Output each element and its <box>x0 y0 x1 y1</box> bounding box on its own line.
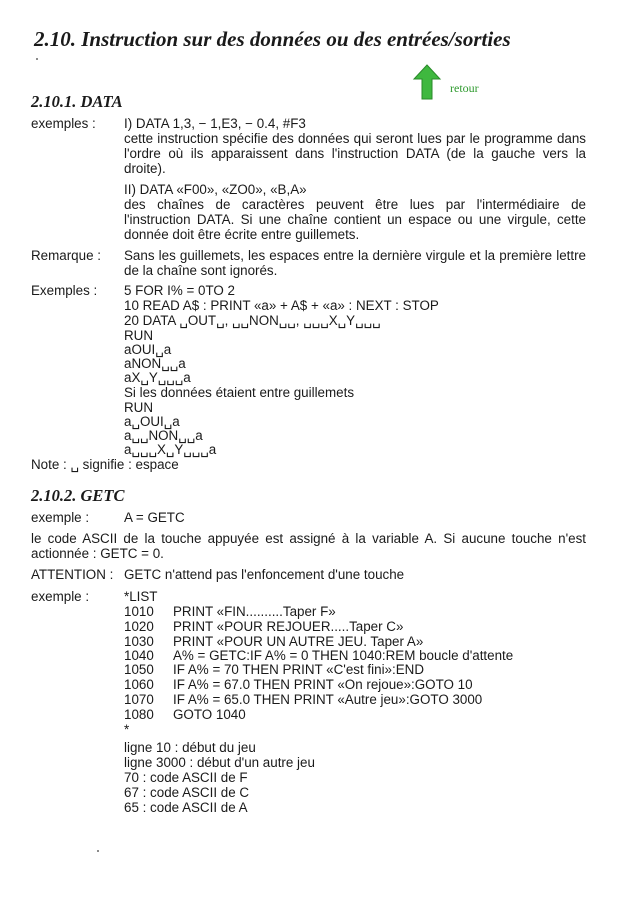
page-title: 2.10. Instruction sur des données ou des entrées/sorties <box>34 27 511 51</box>
retour-link[interactable] <box>412 63 502 103</box>
listing-line <box>124 619 403 634</box>
code-line: 10 READ A$ : PRINT «a» + A$ + «a» : NEXT : STOP <box>124 298 439 313</box>
listing-line <box>124 677 473 692</box>
line-number: 1030 <box>124 634 154 649</box>
exemples-2-label: Exemples : <box>31 283 98 298</box>
example-1-text: cette instruction spécifie des données qui seront lues par le programme dans l'ordre où ils apparaissent dans l'instruction DATA (de la gauche vers la droite). <box>124 131 586 176</box>
code-line: aOUI␣a <box>124 342 172 357</box>
explanation-line: 67 : code ASCII de C <box>124 785 250 800</box>
code-line: Si les données étaient entre guillemets <box>124 385 355 400</box>
speck <box>97 850 99 852</box>
code-line: RUN <box>124 400 154 415</box>
list-command: *LIST <box>124 589 158 604</box>
section-heading-data: 2.10.1. DATA <box>31 92 123 111</box>
line-number: 1040 <box>124 648 154 663</box>
code-line: RUN <box>124 328 154 343</box>
exemple-2-label: exemple : <box>31 589 90 604</box>
code-line: a␣␣␣X␣Y␣␣␣a <box>124 442 217 457</box>
line-number: 1020 <box>124 619 154 634</box>
listing-line <box>124 634 423 649</box>
explanation-line: ligne 3000 : début d'un autre jeu <box>124 755 315 770</box>
explanation-line: 65 : code ASCII de A <box>124 800 248 815</box>
code-line: a␣OUI␣a <box>124 414 180 429</box>
retour-label: retour <box>450 81 479 95</box>
attention-label: ATTENTION : <box>31 567 114 582</box>
code-line: aNON␣␣a <box>124 356 186 371</box>
line-code: IF A% = 65.0 THEN PRINT «Autre jeu»:GOTO 3000 <box>173 692 483 707</box>
listing-line <box>124 604 336 619</box>
note-text: Note : ␣ signifie : espace <box>31 457 179 472</box>
line-code: PRINT «FIN..........Taper F» <box>173 604 336 619</box>
line-number: 1080 <box>124 707 154 722</box>
listing-line <box>124 648 513 663</box>
exemples-label: exemples : <box>31 116 96 131</box>
line-code: PRINT «POUR REJOUER.....Taper C» <box>173 619 404 634</box>
explanation-line: 70 : code ASCII de F <box>124 770 248 785</box>
code-line: 5 FOR I% = 0TO 2 <box>124 283 236 298</box>
up-arrow-icon <box>412 63 442 101</box>
line-number: 1010 <box>124 604 154 619</box>
listing-line <box>124 662 424 677</box>
example-2-code: II) DATA «F00», «ZO0», «B,A» <box>124 182 307 197</box>
speck <box>36 58 38 60</box>
attention-text: GETC n'attend pas l'enfoncement d'une touche <box>124 567 405 582</box>
code-line: 20 DATA ␣OUT␣, ␣␣NON␣␣, ␣␣␣X␣Y␣␣␣ <box>124 313 381 328</box>
line-code: IF A% = 70 THEN PRINT «C'est fini»:END <box>173 662 424 677</box>
explanation-line: ligne 10 : début du jeu <box>124 740 256 755</box>
exemple-label: exemple : <box>31 510 90 525</box>
example-1-code: I) DATA 1,3, − 1,E3, − 0.4, #F3 <box>124 116 306 131</box>
line-code: A% = GETC:IF A% = 0 THEN 1040:REM boucle d'attente <box>173 648 514 663</box>
line-number: 1060 <box>124 677 154 692</box>
code-line: a␣␣NON␣␣a <box>124 428 203 443</box>
listing-line <box>124 692 482 707</box>
remarque-text: Sans les guillemets, les espaces entre la dernière virgule et la première lettre de la chaîne sont ignorés. <box>124 248 586 278</box>
line-number: 1070 <box>124 692 154 707</box>
exemple-code: A = GETC <box>124 510 185 525</box>
prompt: * <box>124 722 130 737</box>
listing-line <box>124 707 246 722</box>
section-heading-getc: 2.10.2. GETC <box>31 486 125 505</box>
line-code: GOTO 1040 <box>173 707 246 722</box>
example-2-text: des chaînes de caractères peuvent être lues par l'intermédiaire de l'instruction DATA. Si une chaîne contient un espace ou une virgule, cette donnée doit être écrite entre guillemets. <box>124 197 586 242</box>
remarque-label: Remarque : <box>31 248 101 263</box>
line-number: 1050 <box>124 662 154 677</box>
getc-description: le code ASCII de la touche appuyée est assigné à la variable A. Si aucune touche n'est actionnée : GETC = 0. <box>31 531 586 561</box>
line-code: IF A% = 67.0 THEN PRINT «On rejoue»:GOTO 10 <box>173 677 473 692</box>
code-line: aX␣Y␣␣␣a <box>124 370 191 385</box>
line-code: PRINT «POUR UN AUTRE JEU. Taper A» <box>173 634 424 649</box>
